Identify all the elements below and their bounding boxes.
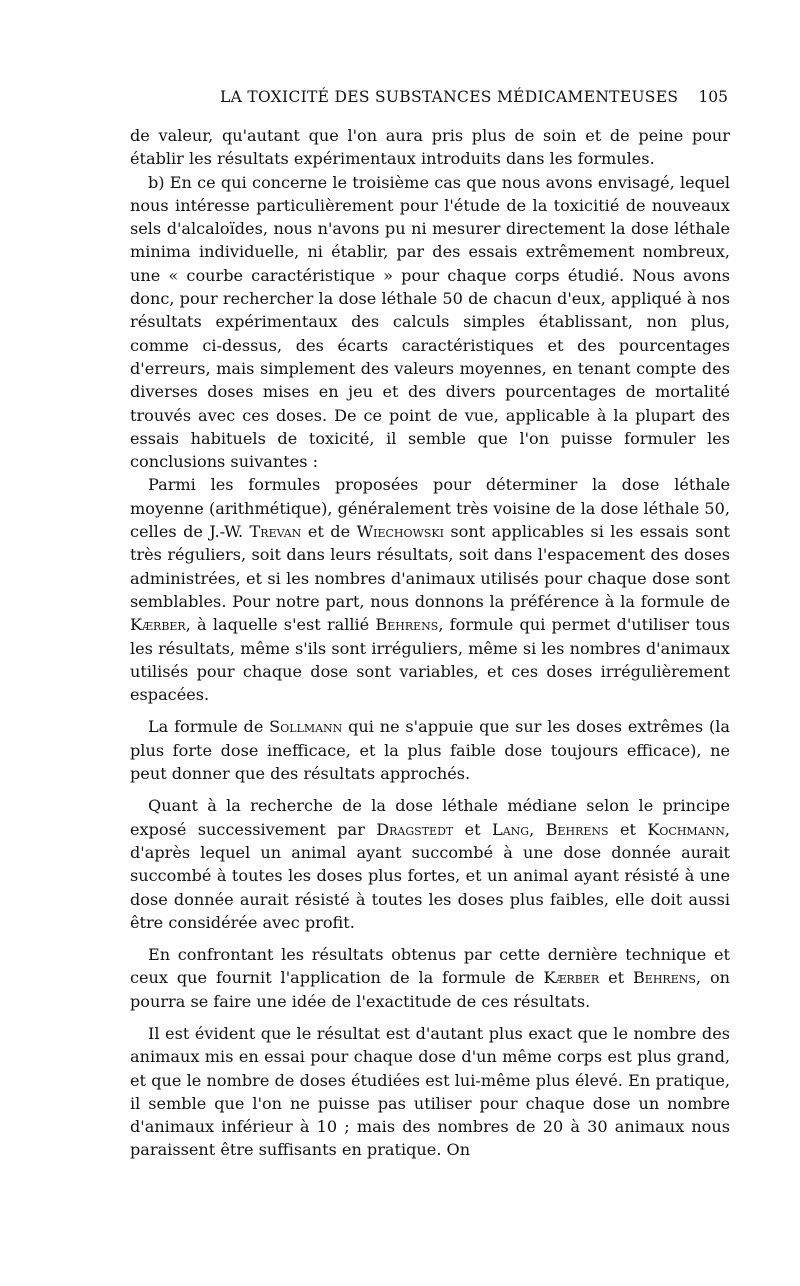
- paragraph-continuation: de valeur, qu'autant que l'on aura pris plus de soin et de peine pour établir les résultats expérimentaux introduits dans les formules.: [130, 126, 730, 169]
- text-run: sont applicables si les essais sont très réguliers, soit dans leurs résultats, soit dans l'espacement des doses administrées, et si les nombres d'animaux utilisés pour chaque dose sont semblables. Pour notre part, nous donnons la préférence à la formule de: [130, 522, 730, 611]
- text-run: La formule de: [148, 717, 270, 737]
- text-run: , d'après lequel un animal ayant succombé à une dose donnée aurait succombé à toutes les doses plus fortes, et un animal ayant résisté à une dose donnée aurait résisté à toutes les doses plus faibles, elle doit aussi être considérée avec profit.: [130, 819, 731, 932]
- paragraph-case-b: b) En ce qui concerne le troisième cas que nous avons envisagé, lequel nous intéresse particulièrement pour l'étude de la toxicitié de nouveaux sels d'alcaloïdes, nous n'avons pu ni mesurer directement la dose léthale minima individuelle, ni établir, par des essais extrêmement nombreux, une « courbe caractéristique » pour chaque corps étudié. Nous avons donc, pour rechercher la dose léthale 50 de chacun d'eux, appliqué à nos résultats expérimentaux des calculs simples établissant, non plus, comme ci-dessus, des écarts caractéristiques et des pourcentages d'erreurs, mais simplement des valeurs moyennes, en tenant compte des diverses doses mises en jeu et des divers pourcentages de mortalité trouvés avec ces doses. De ce point de vue, applicable à la plupart des essais habituels de toxicité, il semble que l'on puisse formuler les conclusions suivantes :: [130, 172, 730, 472]
- text-run: et: [608, 819, 648, 839]
- paragraph-sollmann: [130, 715, 730, 785]
- text-run: , à laquelle s'est rallié: [185, 615, 376, 635]
- body-text: [130, 124, 730, 1162]
- author-name: Behrens: [375, 615, 439, 635]
- text-run: et: [453, 819, 493, 839]
- text-run: ,: [529, 819, 546, 839]
- text-run: qui ne s'appuie que sur les doses extrêmes (la plus forte dose inefficace, et la plus faible dose toujours efficace), ne peut donner que des résultats approchés.: [130, 717, 730, 784]
- text-run: En confrontant les résultats obtenus par cette dernière technique et ceux que fournit l'application de la formule de: [130, 945, 730, 988]
- text-run: Quant à la recherche de la dose léthale médiane selon le principe exposé successivement par: [130, 796, 730, 839]
- author-name: Kochmann: [647, 819, 725, 839]
- paragraph-median-dose: [130, 794, 730, 934]
- text-run: , on pourra se faire une idée de l'exactitude de ces résultats.: [130, 968, 730, 1011]
- running-head: [130, 88, 730, 112]
- text-run: , formule qui permet d'utiliser tous les résultats, même s'ils sont irréguliers, même si les nombres d'animaux utilisés pour chaque dose sont variables, et ces doses irrégulièrement espacées.: [130, 615, 730, 705]
- author-name: Dragstedt: [376, 819, 454, 839]
- author-name: Behrens: [545, 819, 609, 839]
- page-number: 105: [698, 88, 728, 106]
- author-name: Behrens: [632, 968, 696, 988]
- text-run: et de: [301, 522, 357, 542]
- text-run: Parmi les formules proposées pour déterminer la dose léthale moyenne (arithmétique), généralement très voisine de la dose léthale 50, celles de J.-W.: [130, 475, 730, 542]
- text-run: et: [599, 968, 633, 988]
- author-name: Sollmann: [269, 717, 343, 737]
- paragraph-comparison: [130, 943, 730, 1013]
- running-title: LA TOXICITÉ DES SUBSTANCES MÉDICAMENTEUSES: [220, 88, 679, 106]
- paragraph-animal-count: Il est évident que le résultat est d'autant plus exact que le nombre des animaux mis en essai pour chaque dose d'un même corps est plus grand, et que le nombre de doses étudiées est lui-même plus élevé. En pratique, il semble que l'on ne puisse pas utiliser pour chaque dose un nombre d'animaux inférieur à 10 ; mais des nombres de 20 à 30 animaux nous paraissent être suffisants en pratique. On: [130, 1023, 730, 1160]
- paragraph-formulas: [130, 473, 730, 706]
- author-name: Trevan: [249, 522, 302, 542]
- author-name: Kærber: [543, 968, 600, 988]
- author-name: Lang: [492, 819, 530, 839]
- author-name: Wiechowski: [356, 522, 444, 542]
- author-name: Kærber: [130, 615, 186, 635]
